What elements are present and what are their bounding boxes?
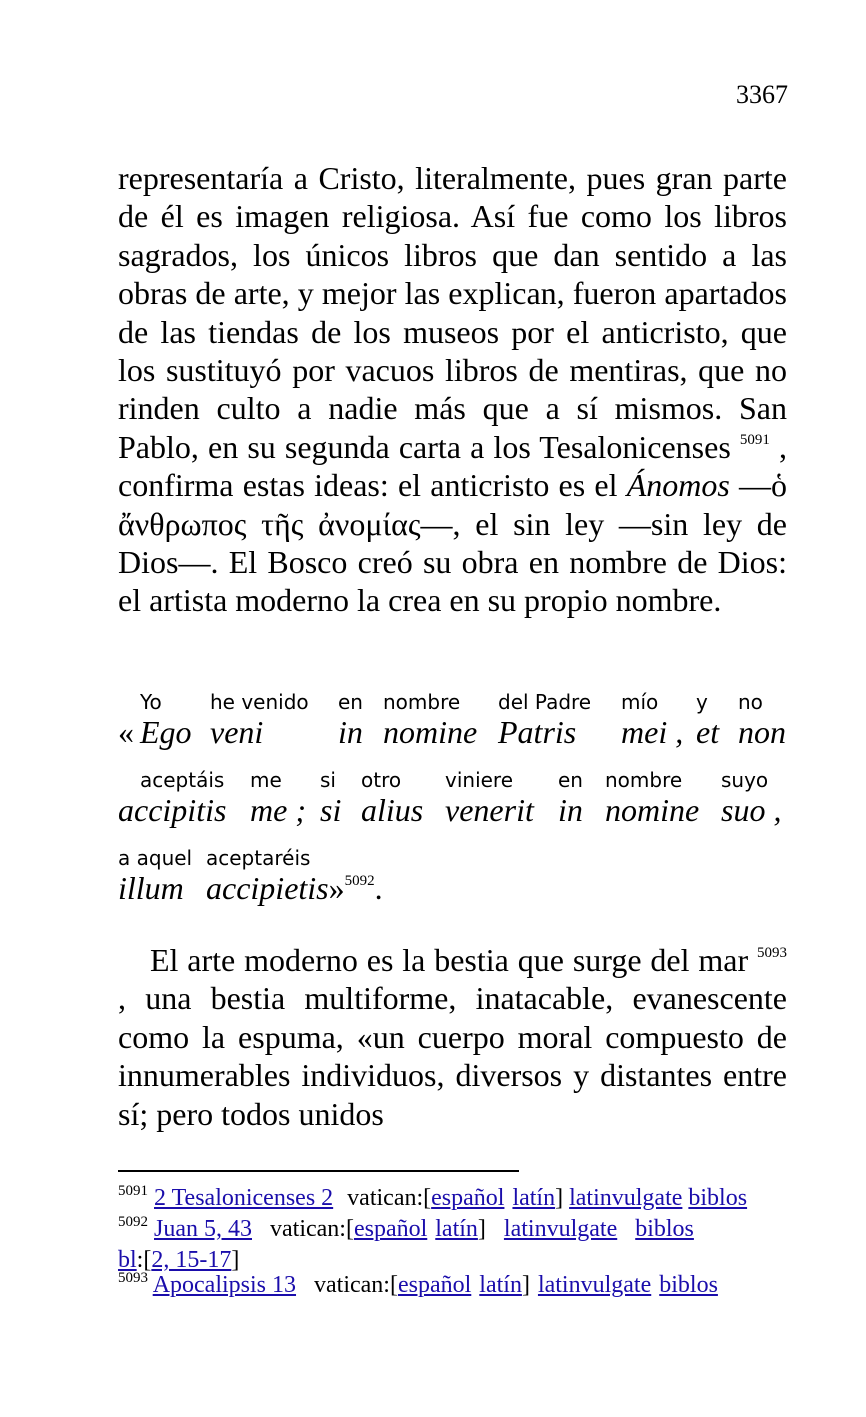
footnote-number: 5093 (118, 1270, 148, 1286)
latin-quote-close: » (328, 870, 345, 906)
latin-word: non (738, 714, 786, 750)
gloss-word: en (558, 768, 583, 792)
footnote-ref-5091[interactable]: 5091 (739, 431, 770, 448)
gloss-word: a aquel (118, 846, 193, 870)
gloss-word: suyo (721, 768, 769, 792)
gloss-word: si (320, 768, 336, 792)
vatican-label: vatican:[ (270, 1216, 354, 1242)
gloss-word: no (738, 690, 763, 714)
espanol-link[interactable]: español (397, 1272, 472, 1298)
latin-final-group (206, 870, 383, 906)
espanol-link[interactable]: español (431, 1185, 505, 1211)
vatican-label: vatican:[ (347, 1185, 432, 1211)
latin-word: veni (210, 714, 264, 750)
gloss-word: Yo (140, 690, 162, 714)
body-paragraph-2 (118, 941, 787, 1133)
footnote-number: 5091 (118, 1183, 148, 1199)
footnote-5092 (118, 1214, 787, 1245)
latinvulgate-link[interactable]: latinvulgate (569, 1185, 683, 1211)
interlinear-row (118, 846, 787, 916)
latinvulgate-link[interactable]: latinvulgate (503, 1216, 618, 1242)
latin-word: venerit (445, 792, 534, 828)
latin-link[interactable]: latín (512, 1185, 556, 1211)
espanol-link[interactable]: español (353, 1216, 428, 1242)
bible-ref-link[interactable]: 2 Tesalonicenses 2 (154, 1185, 334, 1211)
bl-ref-link[interactable]: 2, 15-17 (151, 1247, 232, 1273)
latin-word: illum (118, 870, 184, 906)
body-paragraph-1 (118, 159, 787, 620)
latin-word: alius (361, 792, 424, 828)
biblos-link[interactable]: biblos (635, 1216, 694, 1242)
gloss-word: en (338, 690, 363, 714)
gloss-word: otro (361, 768, 402, 792)
latin-word: si (320, 792, 342, 828)
gloss-word: nombre (605, 768, 683, 792)
bracket-open: :[ (136, 1247, 152, 1273)
latin-word: et (696, 714, 720, 750)
paragraph-text: —ὁ ἄνθρωπος τῆς ἀνομίας—, el sin ley —sin ley de Dios—. El Bosco creó su obra en nombre de Dios: el artista moderno la crea en su propio nombre. (118, 467, 787, 619)
latin-word: nomine (383, 714, 478, 750)
paragraph-text: , confirma estas ideas: el anticristo es el (118, 428, 788, 504)
interlinear-row (118, 768, 787, 838)
paragraph-text: , una bestia multiforme, inatacable, evanescente como la espuma, «un cuerpo moral compuesto de innumerables individuos, diversos y distantes entre sí; pero todos unidos (118, 980, 787, 1132)
latin-word: accipietis (206, 870, 329, 906)
bible-ref-link[interactable]: Juan 5, 43 (154, 1216, 252, 1242)
biblos-link[interactable]: biblos (688, 1185, 748, 1211)
gloss-word: del Padre (498, 690, 592, 714)
gloss-word: aceptaréis (206, 846, 311, 870)
biblos-link[interactable]: biblos (659, 1272, 718, 1298)
latin-quote-open: « (118, 714, 134, 750)
bracket-close: ] (521, 1272, 530, 1298)
latin-word: in (558, 792, 583, 828)
footnote-number: 5092 (118, 1214, 148, 1230)
gloss-word: aceptáis (140, 768, 225, 792)
footnotes (118, 1183, 787, 1301)
footnote-ref-5093[interactable]: 5093 (757, 945, 788, 961)
latinvulgate-link[interactable]: latinvulgate (537, 1272, 652, 1298)
paragraph-text: El arte moderno es la bestia que surge del mar (150, 942, 749, 978)
footnote-separator (118, 1170, 519, 1172)
latin-link[interactable]: latín (479, 1272, 522, 1298)
gloss-word: viniere (445, 768, 514, 792)
latin-word: suo , (721, 792, 782, 828)
bl-link[interactable]: bl (118, 1247, 137, 1273)
anomos-word: Ánomos (626, 467, 730, 504)
footnote-5093 (118, 1270, 787, 1301)
bracket-close: ] (477, 1216, 486, 1242)
footnote-ref-5092[interactable]: 5092 (344, 873, 375, 889)
paragraph-text: representaría a Cristo, literalmente, pues gran parte de él es imagen religiosa. Así fue como los libros sagrados, los únicos libros que dan sentido a las obras de arte, y mejor las explican, fueron apartados de las tiendas de los museos por el anticristo, que los sustituyó por vacuos libros de mentiras, que no rinden culto a nadie más que a sí mismos. San Pablo, en su segunda carta a los Tesalonicenses (118, 160, 787, 465)
latin-link[interactable]: latín (435, 1216, 478, 1242)
page-number: 3367 (736, 80, 788, 109)
latin-word: Ego (140, 714, 192, 750)
bible-ref-link[interactable]: Apocalipsis 13 (152, 1272, 297, 1298)
gloss-word: nombre (383, 690, 461, 714)
gloss-word: he venido (210, 690, 309, 714)
bracket-close: ] (231, 1247, 240, 1273)
latin-word: Patris (498, 714, 577, 750)
bracket-close: ] (555, 1185, 564, 1211)
gloss-word: y (696, 690, 708, 714)
interlinear-row (118, 690, 787, 760)
footnote-5091 (118, 1183, 787, 1214)
vatican-label: vatican:[ (314, 1272, 398, 1298)
latin-word: nomine (605, 792, 700, 828)
gloss-word: me (250, 768, 282, 792)
latin-word: mei , (621, 714, 684, 750)
latin-word: in (338, 714, 363, 750)
latin-word: me ; (250, 792, 306, 828)
gloss-word: mío (621, 690, 659, 714)
latin-word: accipitis (118, 792, 227, 828)
latin-period: . (374, 870, 383, 906)
